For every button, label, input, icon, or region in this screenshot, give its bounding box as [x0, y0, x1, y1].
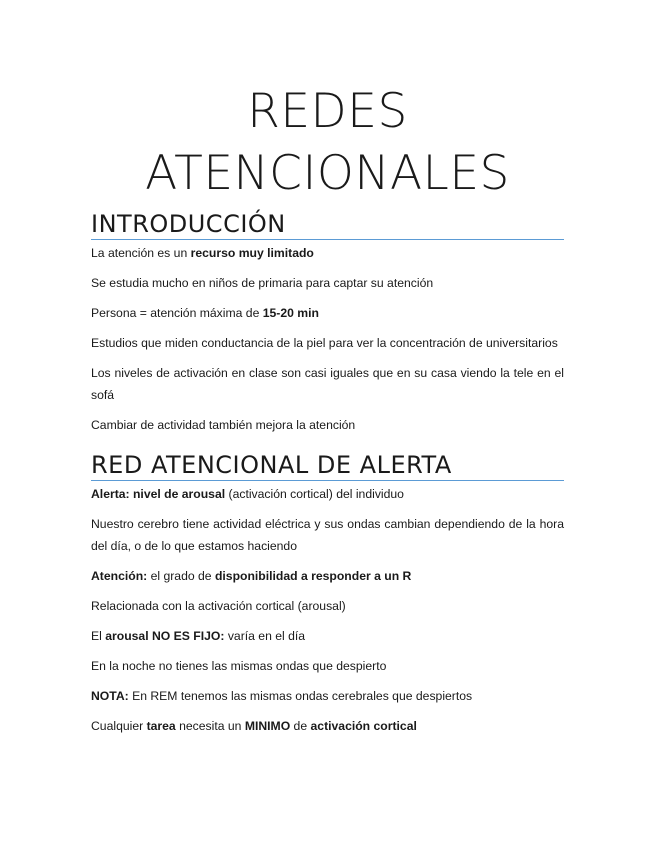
bold-text: Atención:	[91, 569, 148, 583]
text-run: Persona = atención máxima de	[91, 306, 263, 320]
body-paragraph	[91, 332, 564, 354]
text-run: Estudios que miden conductancia de la piel para ver la concentración de universitarios	[91, 336, 558, 350]
title-line-1: REDES	[247, 84, 408, 139]
bold-text: arousal NO ES FIJO:	[105, 629, 225, 643]
text-run: El	[91, 629, 106, 643]
text-run: En REM tenemos las mismas ondas cerebrales que despiertos	[128, 689, 473, 703]
text-run: La atención es un	[91, 246, 191, 260]
body-paragraph	[91, 362, 564, 406]
text-run: el grado de	[147, 569, 215, 583]
bold-text: 15-20 min	[262, 306, 319, 320]
text-run: Nuestro cerebro tiene actividad eléctrica y sus ondas cambian dependiendo de la hora del día, o de lo que estamos haciendo	[91, 517, 564, 553]
text-run: de	[290, 719, 311, 733]
bold-text: recurso muy limitado	[190, 246, 314, 260]
text-run: Los niveles de activación en clase son casi iguales que en su casa viendo la tele en el sofá	[91, 366, 564, 402]
body-paragraph	[91, 272, 564, 294]
text-run: necesita un	[175, 719, 245, 733]
body-paragraph	[91, 242, 564, 264]
body-paragraph	[91, 685, 564, 707]
document-body	[91, 209, 564, 737]
section-heading: INTRODUCCIÓN	[91, 209, 564, 240]
body-paragraph	[91, 655, 564, 677]
bold-text: MINIMO	[244, 719, 291, 733]
document-title	[91, 0, 564, 205]
body-paragraph	[91, 513, 564, 557]
bold-text: tarea	[146, 719, 176, 733]
text-run: Cambiar de actividad también mejora la atención	[91, 418, 356, 432]
body-paragraph	[91, 414, 564, 436]
body-paragraph	[91, 483, 564, 505]
text-run: varía en el día	[224, 629, 306, 643]
body-paragraph	[91, 595, 564, 617]
text-run: Cualquier	[91, 719, 147, 733]
text-run: En la noche no tienes las mismas ondas que despierto	[91, 659, 387, 673]
body-paragraph	[91, 625, 564, 647]
body-paragraph	[91, 715, 564, 737]
text-run: (activación cortical) del individuo	[225, 487, 404, 501]
section-heading: RED ATENCIONAL DE ALERTA	[91, 450, 564, 481]
title-line-2: ATENCIONALES	[145, 146, 510, 201]
body-paragraph	[91, 565, 564, 587]
bold-text: activación cortical	[310, 719, 417, 733]
bold-text: Alerta: nivel de arousal	[91, 487, 226, 501]
body-paragraph	[91, 302, 564, 324]
bold-text: NOTA:	[91, 689, 129, 703]
text-run: Se estudia mucho en niños de primaria para captar su atención	[91, 276, 434, 290]
text-run: Relacionada con la activación cortical (arousal)	[91, 599, 346, 613]
bold-text: disponibilidad a responder a un R	[214, 569, 412, 583]
